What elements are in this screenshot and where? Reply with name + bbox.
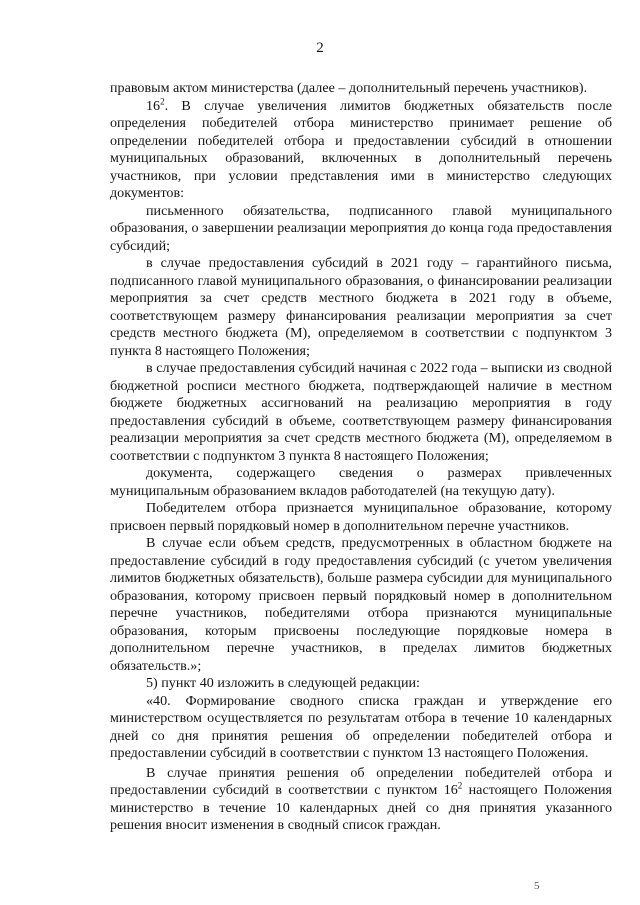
paragraph-3: письменного обязательства, подписанного главой муниципального образования, о завершении реализации мероприятия до конца года предоставления субсидий; (110, 202, 612, 254)
paragraph-7: Победителем отбора признается муниципальное образование, которому присвоен первый порядковый номер в дополнительном перечне участников. (110, 500, 612, 534)
footer-mark: 5 (534, 880, 540, 892)
paragraph-8: В случае если объем средств, предусмотренных в областном бюджете на предоставление субсидий в году предоставления субсидий (с учетом увеличения лимитов бюджетных обязательств), больше размера субсидии для муниципального образования, которому присвоен первый порядковый номер в дополнительном перечне участников, победителями отбора признаются муниципальные образования, которым присвоены последующие порядковые номера в дополнительном перечне участников, в пределах лимитов бюджетных обязательств.»; (110, 535, 612, 674)
clause-number: 16 (146, 97, 161, 114)
paragraph-6: документа, содержащего сведения о размерах привлеченных муниципальным образованием вкладов работодателей (на текущую дату). (110, 465, 612, 499)
paragraph-5: в случае предоставления субсидий начиная с 2022 года – выписки из сводной бюджетной росписи местного бюджета, подтверждающей наличие в местном бюджете бюджетных ассигнований на реализацию мероприятия в году предоставления субсидий в объеме, соответствующем размеру финансирования реализации мероприятия за счет средств местного бюджета (M), определяемом в соответствии с подпунктом 3 пункта 8 настоящего Положения; (110, 360, 612, 464)
clause-reference-number: 16 (443, 782, 458, 798)
paragraph-2-text: . В случае увеличения лимитов бюджетных обязательств после определения победителей отбора министерство принимает решение об определении победителей отбора и предоставлении субсидий в отношении муниципальных образований, включенных в дополнительный перечень участников, при условии представления ими в министерство следующих документов: (110, 97, 612, 201)
paragraph-1: правовым актом министерства (далее – дополнительный перечень участников). (110, 80, 588, 96)
paragraph-4: в случае предоставления субсидий в 2021 году – гарантийного письма, подписанного главой муниципального образования, о финансировании реализации мероприятия за счет средств местного бюджета в 2021 году в объеме, соответствующем размеру финансирования реализации мероприятия за счет средств местного бюджета (M), определяемом в соответствии с подпунктом 3 пункта 8 настоящего Положения; (110, 255, 612, 359)
paragraph-9: 5) пункт 40 изложить в следующей редакции: (146, 675, 420, 691)
page-number: 2 (316, 40, 324, 56)
clause-reference-superscript: 2 (457, 780, 463, 791)
paragraph-11-text: настоящего Положения министерство в течение 10 календарных дней со дня принятия указанного решения вносит изменения в сводный список граждан. (110, 782, 613, 833)
paragraph-11-text-before: В случае принятия решения об определении победителей отбора и предоставлении субсидий в соответствии с пунктом (110, 764, 612, 798)
paragraph-11 (110, 765, 612, 835)
paragraph-2 (110, 95, 612, 203)
document-body (110, 80, 612, 835)
clause-superscript: 2 (160, 95, 165, 106)
paragraph-10: «40. Формирование сводного списка граждан и утверждение его министерством осуществляется по результатам отбора в течение 10 календарных дней со дня принятия решения об определении победителей отбора и предоставлении субсидий в соответствии с пунктом 13 настоящего Положения. (110, 692, 612, 761)
